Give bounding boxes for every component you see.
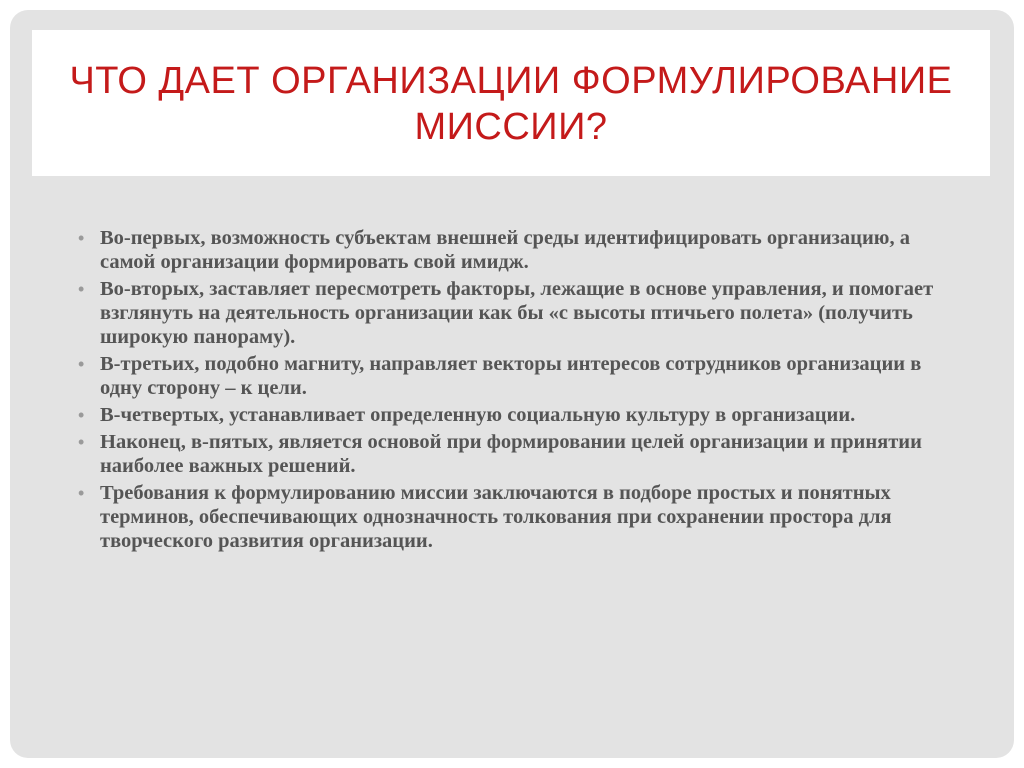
bullet-item <box>78 430 968 478</box>
bullet-icon: • <box>78 483 85 503</box>
bullet-text: Наконец, в-пятых, является основой при формировании целей организации и принятии наиболее важных решений. <box>100 431 922 477</box>
slide-title: ЧТО ДАЕТ ОРГАНИЗАЦИИ ФОРМУЛИРОВАНИЕ МИССИИ? <box>69 60 953 148</box>
title-box <box>32 30 990 176</box>
bullet-list <box>78 226 968 553</box>
bullet-icon: • <box>78 405 85 425</box>
bullet-text: В-четвертых, устанавливает определенную социальную культуру в организации. <box>100 404 856 426</box>
bullet-text: Во-первых, возможность субъектам внешней среды идентифицировать организацию, а самой организации формировать свой имидж. <box>100 227 910 273</box>
bullet-item <box>78 226 968 274</box>
bullet-item <box>78 277 968 349</box>
bullet-icon: • <box>78 432 85 452</box>
bullet-item <box>78 403 968 427</box>
slide-content <box>78 226 968 556</box>
bullet-icon: • <box>78 279 85 299</box>
bullet-text: В-третьих, подобно магниту, направляет векторы интересов сотрудников организации в одну сторону – к цели. <box>100 353 922 399</box>
bullet-item <box>78 352 968 400</box>
bullet-icon: • <box>78 228 85 248</box>
bullet-icon: • <box>78 354 85 374</box>
bullet-item <box>78 481 968 553</box>
bullet-text: Во-вторых, заставляет пересмотреть факторы, лежащие в основе управления, и помогает взглянуть на деятельность организации как бы «с высоты птичьего полета» (получить широкую панораму). <box>100 278 934 348</box>
slide <box>10 10 1014 758</box>
bullet-text: Требования к формулированию миссии заключаются в подборе простых и понятных терминов, обеспечивающих однозначность толкования при сохранении простора для творческого развития организации. <box>100 482 892 552</box>
